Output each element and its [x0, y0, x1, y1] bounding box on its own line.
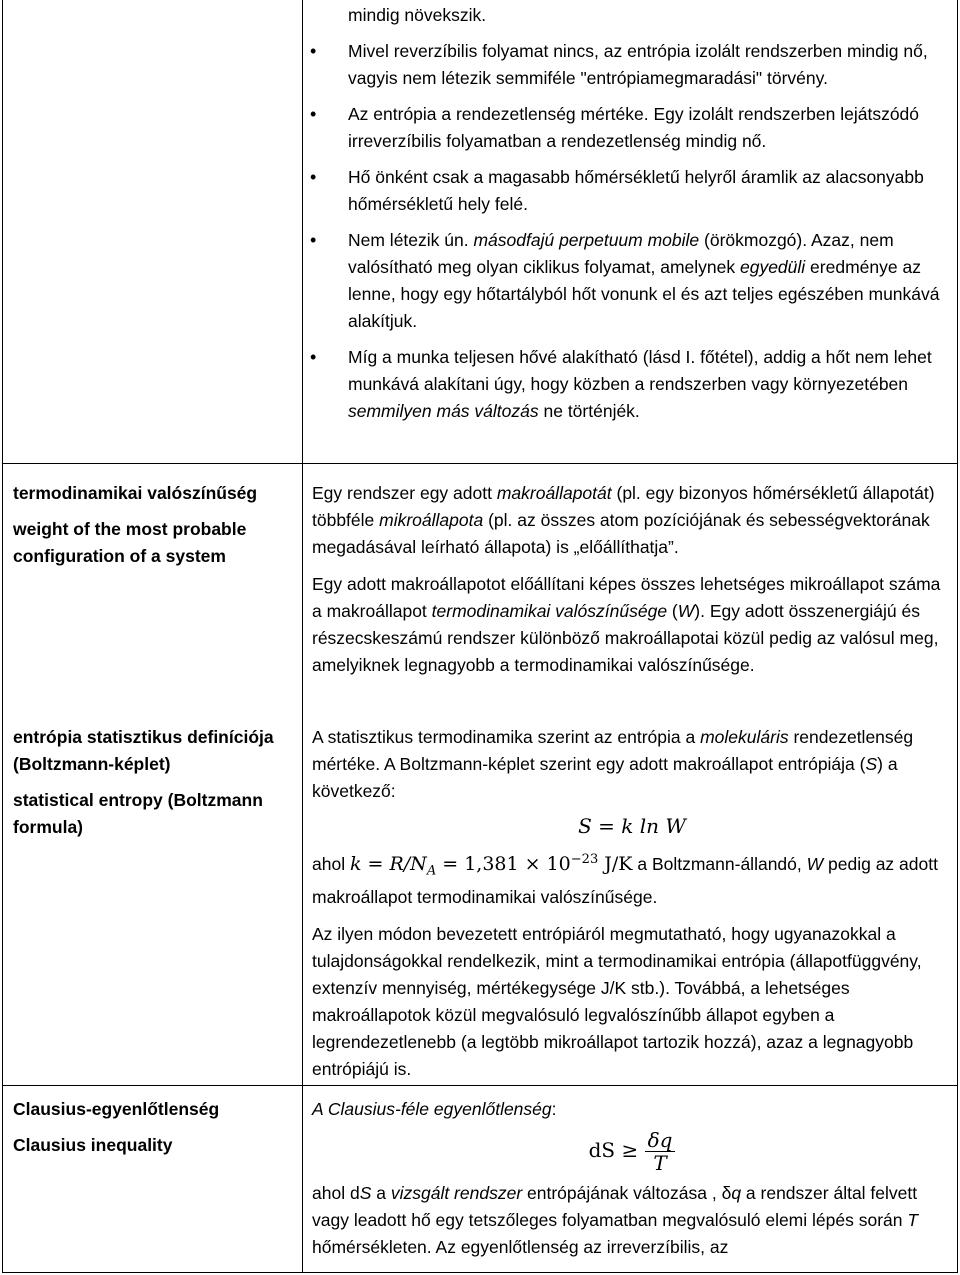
term-en: statistical entropy (Boltzmann formula) [13, 790, 263, 837]
section-title: A Clausius-féle egyenlőtlenség: [312, 1099, 557, 1119]
row-divider-2 [3, 1085, 957, 1086]
list-item: • Míg a munka teljesen hővé alakítható (lásd I. főtétel), addig a hőt nem lehet munkává alakítani úgy, hogy közben a rendszerben vagy környezetében semmilyen más változás ne történjék. [312, 344, 948, 425]
paragraph: Egy adott makroállapotot előállítani képes összes lehetséges mikroállapot száma a makroállapot termodinamikai valószínűsége (W). Egy adott összenergiájú és részecskeszámú rendszer különböző makroállapotai közül pedig az valósul meg, amelyiknek legnagyobb a termodinamikai valószínűsége. [312, 574, 941, 675]
paragraph: Egy rendszer egy adott makroállapotát (pl. egy bizonyos hőmérsékletű állapotát) többféle mikroállapota (pl. az összes atom pozíciójának és sebességvektorának megadásával leírható állapota) is „előállíthatja”. [312, 483, 935, 557]
term-en: Clausius inequality [13, 1135, 173, 1155]
list-item: • Mivel reverzíbilis folyamat nincs, az entrópia izolált rendszerben mindig nő, vagyis nem létezik semmiféle "entrópiamegmaradási" törvény. [312, 38, 948, 92]
term-en: weight of the most probable configuration of a system [13, 519, 247, 566]
clausius-section [312, 1096, 952, 1261]
row-divider-1 [3, 463, 957, 464]
column-divider [302, 0, 303, 1273]
term-hu: termodinamikai valószínűség [13, 483, 258, 503]
term-label-3 [13, 1096, 293, 1168]
list-item: • Hő önként csak a magasabb hőmérsékletű helyről áramlik az alacsonyabb hőmérsékletű hely felé. [312, 164, 948, 218]
paragraph: ahol $k = R/N_A = 1,381 \times 10^{-23}$ J/K a Boltzmann-állandó, W pedig az adott makroállapot termodinamikai valószínűsége. [312, 852, 938, 908]
bullet-list [348, 38, 948, 425]
probability-section [312, 480, 952, 679]
term-label-2 [13, 724, 293, 850]
continued-text: mindig növekszik. [348, 5, 487, 25]
list-item: • Az entrópia a rendezetlenség mértéke. Egy izolált rendszerben lejátszódó irreverzíbilis folyamatban a rendezetlenség mindig nő. [312, 101, 948, 155]
paragraph: ahol dS a vizsgált rendszer entrópájának változása , δq a rendszer által felvett vagy leadott hő egy tetszőleges folyamatban megvalósuló elemi lépés során T hőmérsékleten. Az egyenlőtlenség az irreverzíbilis, az [312, 1183, 919, 1257]
bullet-section [348, 2, 948, 434]
entropy-section [312, 724, 952, 1083]
term-label-1 [13, 480, 293, 579]
term-hu: entrópia statisztikus definíciója (Boltzmann-képlet) [13, 727, 274, 774]
clausius-equation: dS ≥ $\frac{\delta q}{T}$ [312, 1129, 952, 1174]
boltzmann-equation: S = k ln W [578, 814, 686, 838]
paragraph: A statisztikus termodinamika szerint az entrópia a molekuláris rendezetlenség mértéke. A Boltzmann-képlet szerint egy adott makroállapot entrópiája (S) a következő: [312, 727, 914, 801]
term-hu: Clausius-egyenlőtlenség [13, 1099, 220, 1119]
paragraph: Az ilyen módon bevezetett entrópiáról megmutatható, hogy ugyanazokkal a tulajdonságokkal rendelkezik, mint a termodinamikai entrópia (állapotfüggvény, extenzív mennyiség, mértékegysége J/K stb.). Továbbá, a lehetséges makroállapotok közül megvalósuló legvalószínűbb állapot egyben a legrendezetlenebb (a legtöbb mikroállapot tartozik hozzá), azaz a legnagyobb entrópiájú is. [312, 924, 922, 1080]
list-item: • Nem létezik ún. másodfajú perpetuum mobile (örökmozgó). Azaz, nem valósítható meg olyan ciklikus folyamat, amelynek egyedüli eredménye az lenne, hogy egy hőtartályból hőt vonunk el és azt teljes egészében munkává alakítjuk. [312, 227, 948, 335]
